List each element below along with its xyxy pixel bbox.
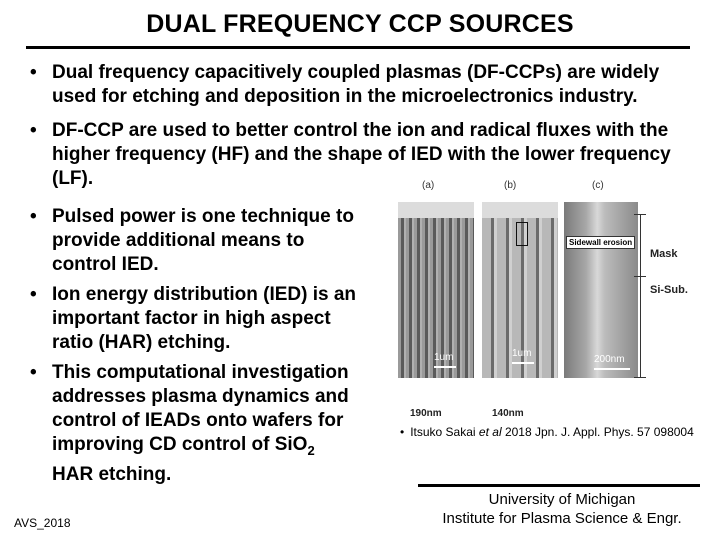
bullet-dot: • <box>30 120 37 141</box>
bullet-dot: • <box>30 206 37 227</box>
scale-label-a: 1um <box>434 352 454 363</box>
scale-label-b: 1um <box>512 348 532 359</box>
dimension-tick <box>634 377 646 378</box>
width-label-b: 140nm <box>492 408 524 419</box>
sem-figure <box>396 180 714 420</box>
institution-block <box>408 490 716 528</box>
institute-name: Institute for Plasma Science & Engr. <box>442 510 682 527</box>
scale-label-c: 200nm <box>594 354 625 365</box>
dimension-tick <box>634 214 646 215</box>
mask-band <box>482 202 558 218</box>
bullet-pulsed-power <box>30 205 360 277</box>
citation-etal: et al <box>478 425 502 439</box>
bullet-ied <box>30 283 360 355</box>
dimension-line <box>640 214 641 378</box>
width-label-a: 190nm <box>410 408 442 419</box>
citation <box>400 425 694 439</box>
title-underline <box>26 46 690 49</box>
sidewall-erosion-callout: Sidewall erosion <box>566 236 635 249</box>
bullet-text <box>30 361 360 487</box>
bullet-investigation <box>30 361 360 487</box>
university-name: University of Michigan <box>488 491 636 508</box>
bullet-dfccp-usage <box>30 61 700 109</box>
scale-bar <box>434 366 456 368</box>
institution-rule <box>418 484 700 487</box>
substrate-label: Si-Sub. <box>650 284 688 296</box>
bullet-text: DF-CCP are used to better control the ion and radical fluxes with the higher frequency (HF) and the shape of IED with the lower frequency (LF). <box>52 120 671 189</box>
scale-bar <box>594 368 630 370</box>
bullet-text: Dual frequency capacitively coupled plasmas (DF-CCPs) are widely used for etching and deposition in the microelectronics industry. <box>52 62 660 107</box>
sem-image-a <box>398 202 474 378</box>
slide-title: DUAL FREQUENCY CCP SOURCES <box>146 10 574 38</box>
mask-band <box>398 202 474 218</box>
citation-ref: 2018 Jpn. J. Appl. Phys. 57 098004 <box>504 425 694 439</box>
dimension-tick <box>634 276 646 277</box>
bullet-text: Pulsed power is one technique to provide additional means to control IED. <box>52 206 354 275</box>
bullet-text-main: This computational investigation addresses plasma dynamics and control of IEADs onto wafers for improving CD control of SiO <box>52 362 349 455</box>
bullet-dot: • <box>30 62 37 83</box>
bullet-text: Ion energy distribution (IED) is an important factor in high aspect ratio (HAR) etching. <box>52 284 357 353</box>
sem-image-c <box>564 202 638 378</box>
bullet-dot: • <box>30 362 37 383</box>
inset-box <box>516 222 528 246</box>
panel-label-b: (b) <box>504 180 517 191</box>
citation-bullet: • <box>400 425 405 439</box>
subscript-2: 2 <box>307 442 315 458</box>
bullet-text-tail: HAR etching. <box>52 463 172 485</box>
scale-bar <box>512 362 534 364</box>
panel-label-a: (a) <box>422 180 435 191</box>
conference-label: AVS_2018 <box>14 516 71 530</box>
citation-author: Itsuko Sakai <box>410 425 476 439</box>
panel-label-c: (c) <box>592 180 604 191</box>
mask-label: Mask <box>650 248 678 260</box>
bullet-dot: • <box>30 284 37 305</box>
